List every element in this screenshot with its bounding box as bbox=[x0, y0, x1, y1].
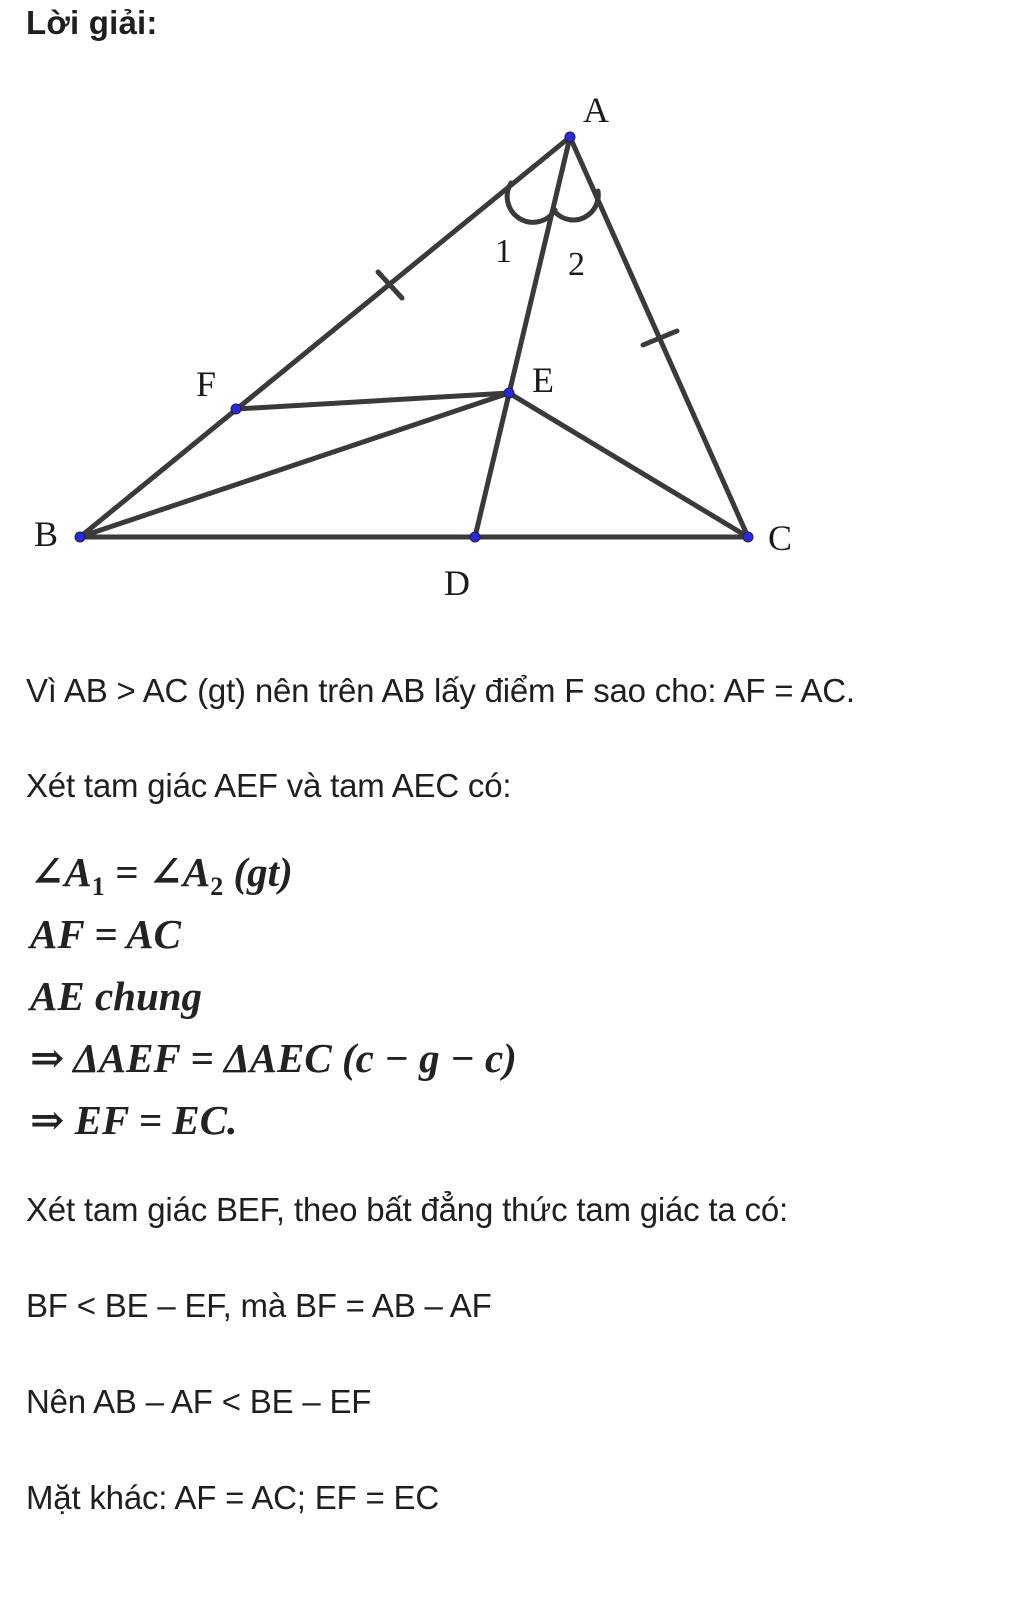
math-line-4: ⇒ ΔAEF = ΔAEC (c − g − c) bbox=[30, 1035, 517, 1081]
paragraph-6: Mặt khác: AF = AC; EF = EC bbox=[26, 1479, 439, 1516]
segment-ab bbox=[80, 137, 570, 537]
paragraph-2: Xét tam giác AEF và tam AEC có: bbox=[26, 767, 512, 804]
paragraph-3: Xét tam giác BEF, theo bất đẳng thức tam giác ta có: bbox=[26, 1191, 788, 1228]
math-line-1-left: ∠A bbox=[30, 849, 92, 895]
math-line-1-sub2: 2 bbox=[210, 872, 224, 902]
segment-be bbox=[80, 393, 509, 537]
math-line-1-sub1: 1 bbox=[91, 872, 105, 902]
label-b: B bbox=[34, 514, 59, 554]
label-f: F bbox=[196, 364, 217, 404]
segment-ad bbox=[475, 137, 570, 537]
geometry-figure bbox=[0, 0, 1024, 620]
point-c bbox=[743, 532, 753, 542]
math-line-2: AF = AC bbox=[30, 911, 181, 957]
paragraph-4: BF < BE – EF, mà BF = AB – AF bbox=[26, 1287, 492, 1324]
label-e: E bbox=[532, 360, 554, 400]
point-a bbox=[565, 132, 575, 142]
paragraph-5: Nên AB – AF < BE – EF bbox=[26, 1383, 372, 1420]
angle-label-2: 2 bbox=[568, 246, 585, 283]
point-d bbox=[470, 532, 480, 542]
point-f bbox=[231, 404, 241, 414]
angle-arc-1 bbox=[507, 183, 555, 222]
angle-arc-2 bbox=[556, 191, 598, 220]
segment-ec bbox=[509, 393, 748, 537]
point-b bbox=[75, 532, 85, 542]
math-line-1-mid: = ∠A bbox=[104, 849, 211, 895]
math-line-3: AE chung bbox=[30, 973, 203, 1019]
math-line-5: ⇒ EF = EC. bbox=[30, 1097, 238, 1143]
label-c: C bbox=[768, 518, 793, 558]
paragraph-1: Vì AB > AC (gt) nên trên AB lấy điểm F sao cho: AF = AC. bbox=[26, 672, 855, 709]
label-a: A bbox=[583, 90, 609, 130]
label-d: D bbox=[444, 563, 470, 603]
angle-label-1: 1 bbox=[495, 233, 512, 270]
solution-heading: Lời giải: bbox=[26, 4, 158, 41]
point-e bbox=[504, 388, 514, 398]
math-line-1-right: (gt) bbox=[223, 849, 293, 895]
math-line-1 bbox=[30, 848, 293, 902]
